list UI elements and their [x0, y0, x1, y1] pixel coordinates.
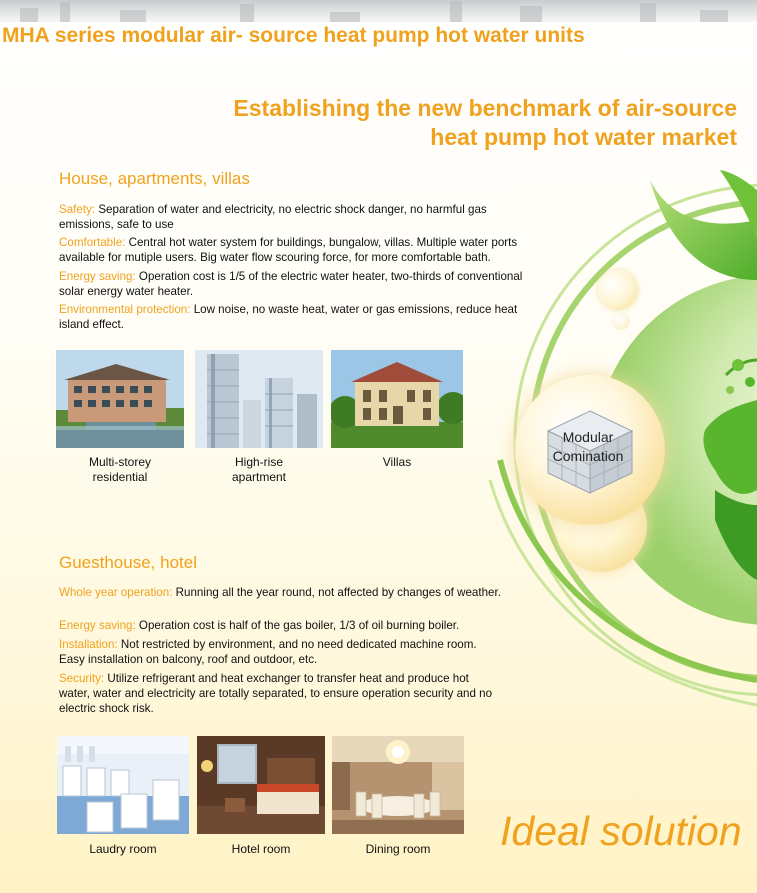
- caption-multi-storey: Multi-storey residential: [88, 455, 151, 484]
- photo-villas: [331, 350, 463, 448]
- caption-hotel-room: Hotel room: [231, 842, 291, 856]
- document-title: MHA series modular air- source heat pump hot water units: [2, 24, 585, 47]
- feature-paragraph: Comfortable: Central hot water system for buildings, bungalow, villas. Multiple water ports available for mutiple users. Big water flow scouring force, for more comfortable bath.: [59, 236, 518, 264]
- caption-dining-room: Dining room: [365, 842, 431, 856]
- headline: [137, 94, 737, 152]
- feature-paragraph: Environmental protection: Low noise, no waste heat, water or gas emissions, reduce heat island effect.: [59, 303, 518, 331]
- small-bubble-decoration: [598, 270, 638, 310]
- feature-paragraph: Energy saving: Operation cost is half of the gas boiler, 1/3 of oil burning boiler.: [59, 619, 460, 632]
- caption-high-rise: High-rise apartment: [231, 455, 287, 484]
- feature-paragraph: Whole year operation: Running all the year round, not affected by changes of weather.: [59, 586, 501, 599]
- photo-laundry-room: [57, 736, 189, 834]
- modular-combination-label: Modular Comination: [552, 429, 624, 464]
- photo-high-rise-apartment: [195, 350, 323, 448]
- section-heading-hotel: Guesthouse, hotel: [59, 553, 197, 572]
- small-bubble-decoration: [612, 312, 630, 330]
- feature-paragraph: Security: Utilize refrigerant and heat exchanger to transfer heat and produce hot water, water and electricity are totally separated, to ensure operation security and no electric shock risk.: [59, 672, 493, 715]
- caption-villas: Villas: [382, 455, 412, 469]
- feature-paragraph: Safety: Separation of water and electricity, no electric shock danger, no harmful gas emissions, safe to use: [59, 203, 487, 231]
- feature-paragraph: Installation: Not restricted by environment, and no need dedicated machine room. Easy installation on balcony, roof and outdoor, etc.: [59, 638, 477, 666]
- ideal-solution-tagline: Ideal solution: [500, 808, 742, 854]
- feature-paragraph: Energy saving: Operation cost is 1/5 of the electric water heater, two-thirds of conventional solar energy water heater.: [59, 270, 523, 298]
- header-skyline-band: [0, 0, 757, 22]
- caption-laundry-room: Laudry room: [89, 842, 157, 856]
- headline-line-2: heat pump hot water market: [430, 124, 737, 150]
- photo-multi-storey-residential: [56, 350, 184, 448]
- section-heading-residential: House, apartments, villas: [59, 169, 250, 188]
- photo-hotel-room: [197, 736, 325, 834]
- photo-dining-room: [332, 736, 464, 834]
- headline-line-1: Establishing the new benchmark of air-source: [233, 95, 737, 121]
